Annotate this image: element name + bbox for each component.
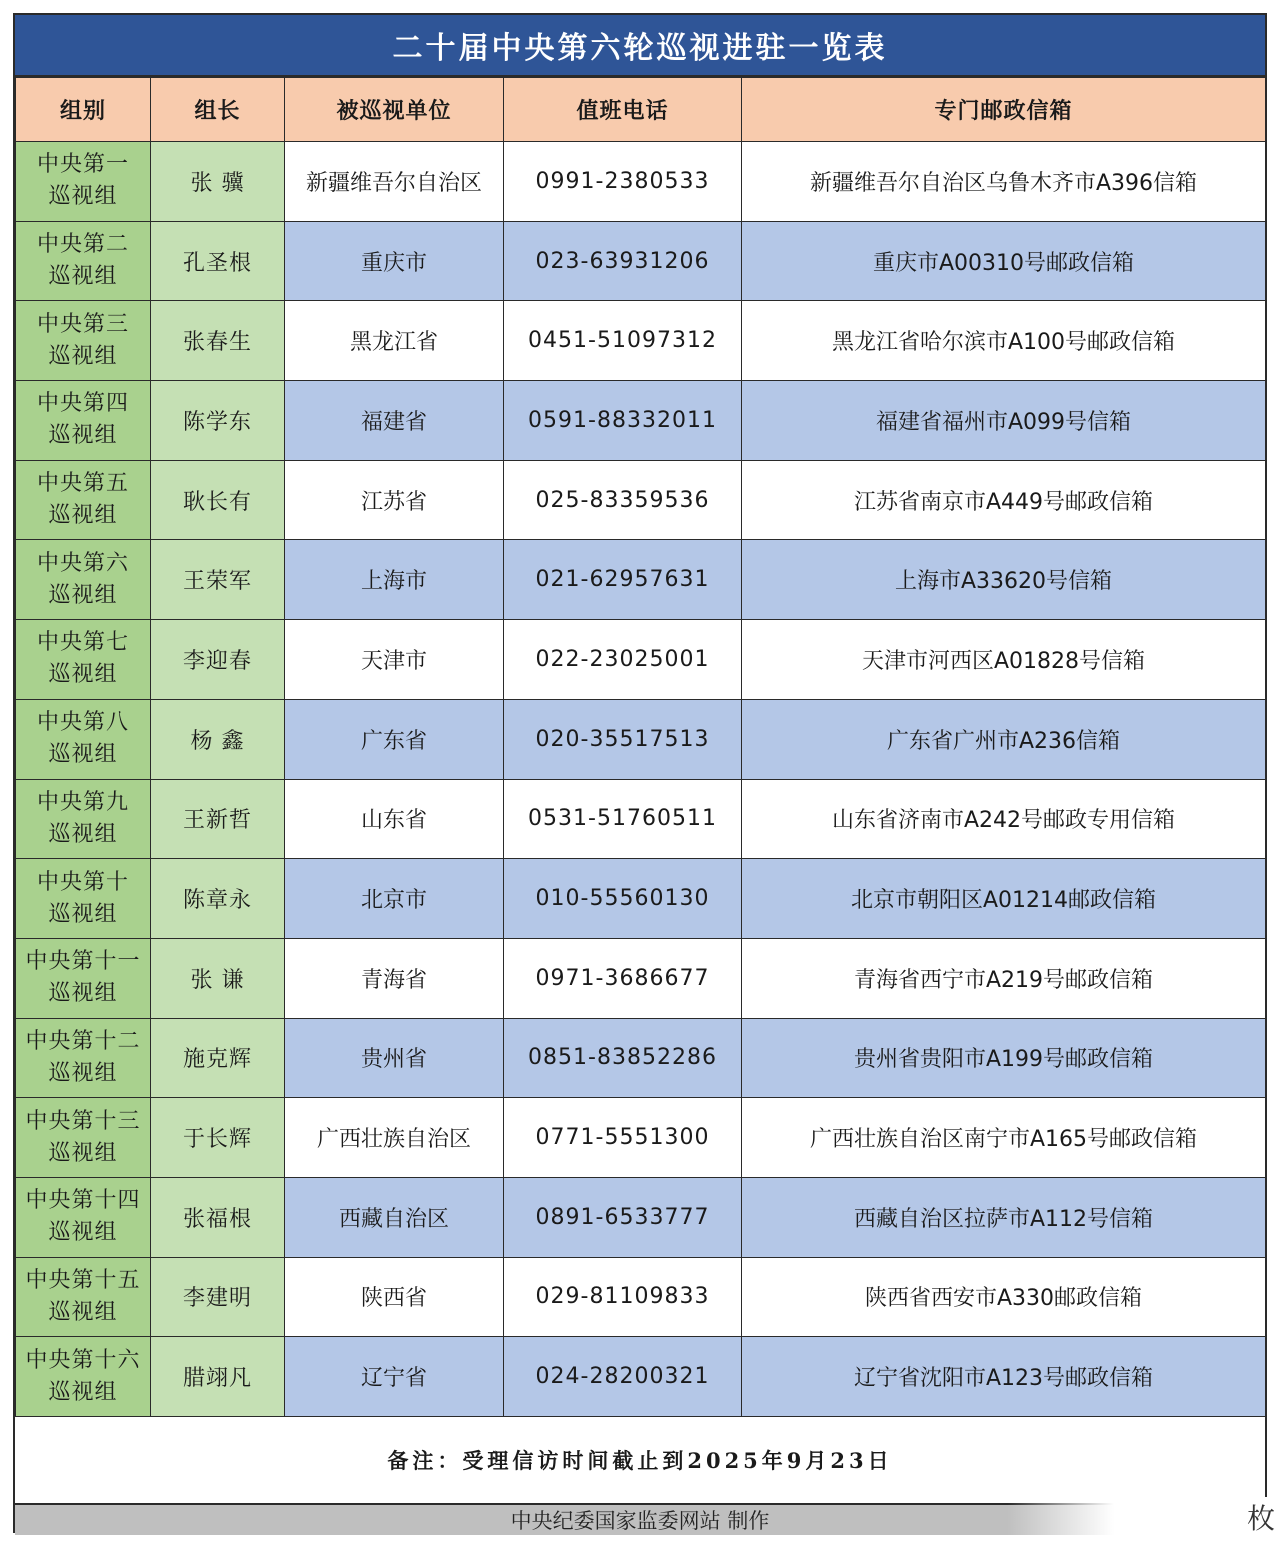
- table-row: [16, 938, 1266, 1018]
- unit-cell: 辽宁省: [285, 1337, 504, 1417]
- group-line: 巡视组: [48, 1220, 118, 1246]
- group-line: 巡视组: [48, 184, 118, 210]
- group-line: 巡视组: [48, 582, 118, 608]
- group-cell: [16, 699, 151, 779]
- table-row: [16, 142, 1266, 222]
- unit-cell: 广西壮族自治区: [285, 1098, 504, 1178]
- group-line: 巡视组: [48, 821, 118, 847]
- phone-cell: 029-81109833: [504, 1257, 742, 1337]
- phone-cell: 0851-83852286: [504, 1018, 742, 1098]
- header-phone: 值班电话: [504, 78, 742, 142]
- leader-cell: 王新哲: [151, 779, 285, 859]
- phone-cell: 0991-2380533: [504, 142, 742, 222]
- leader-cell: 耿长有: [151, 460, 285, 540]
- leader-cell: 腊翊凡: [151, 1337, 285, 1417]
- unit-cell: 北京市: [285, 859, 504, 939]
- leader-cell: 李建明: [151, 1257, 285, 1337]
- group-line: 中央第二: [36, 232, 129, 258]
- group-line: 中央第十二: [25, 1028, 141, 1054]
- note: 备注：受理信访时间截止到2025年9月23日: [15, 1417, 1265, 1505]
- unit-cell: 新疆维吾尔自治区: [285, 142, 504, 222]
- group-line: 中央第十六: [25, 1347, 141, 1373]
- group-line: 中央第十三: [25, 1108, 141, 1134]
- unit-cell: 重庆市: [285, 221, 504, 301]
- group-line: 中央第一: [36, 152, 129, 178]
- leader-cell: 李迎春: [151, 620, 285, 700]
- mailbox-cell: 贵州省贵阳市A199号邮政信箱: [742, 1018, 1266, 1098]
- unit-cell: 山东省: [285, 779, 504, 859]
- unit-cell: 黑龙江省: [285, 301, 504, 381]
- table-row: [16, 779, 1266, 859]
- phone-cell: 0451-51097312: [504, 301, 742, 381]
- footer-text: 中央纪委国家监委网站 制作: [510, 1509, 770, 1533]
- unit-cell: 福建省: [285, 381, 504, 461]
- group-line: 中央第十四: [25, 1188, 141, 1214]
- header-unit: 被巡视单位: [285, 78, 504, 142]
- unit-cell: 天津市: [285, 620, 504, 700]
- mailbox-cell: 广西壮族自治区南宁市A165号邮政信箱: [742, 1098, 1266, 1178]
- phone-cell: 025-83359536: [504, 460, 742, 540]
- group-line: 中央第八: [36, 710, 129, 736]
- mailbox-cell: 西藏自治区拉萨市A112号信箱: [742, 1177, 1266, 1257]
- mailbox-cell: 天津市河西区A01828号信箱: [742, 620, 1266, 700]
- leader-cell: 孔圣根: [151, 221, 285, 301]
- group-line: 巡视组: [48, 901, 118, 927]
- unit-cell: 西藏自治区: [285, 1177, 504, 1257]
- group-line: 巡视组: [48, 264, 118, 290]
- leader-cell: 陈学东: [151, 381, 285, 461]
- group-line: 巡视组: [48, 1140, 118, 1166]
- group-line: 中央第七: [36, 630, 129, 656]
- table-row: [16, 1177, 1266, 1257]
- group-cell: [16, 540, 151, 620]
- table-row: [16, 221, 1266, 301]
- phone-cell: 022-23025001: [504, 620, 742, 700]
- group-cell: [16, 1257, 151, 1337]
- mailbox-cell: 北京市朝阳区A01214邮政信箱: [742, 859, 1266, 939]
- unit-cell: 江苏省: [285, 460, 504, 540]
- group-line: 巡视组: [48, 742, 118, 768]
- leader-cell: 张 骥: [151, 142, 285, 222]
- phone-cell: 0591-88332011: [504, 381, 742, 461]
- table-row: [16, 1257, 1266, 1337]
- table-row: [16, 699, 1266, 779]
- unit-cell: 上海市: [285, 540, 504, 620]
- inspection-table-document: [13, 13, 1275, 1535]
- mailbox-cell: 福建省福州市A099号信箱: [742, 381, 1266, 461]
- group-line: 中央第五: [36, 471, 129, 497]
- watermark-text: 枚: [1007, 1497, 1275, 1537]
- group-line: 中央第六: [36, 550, 129, 576]
- mailbox-cell: 新疆维吾尔自治区乌鲁木齐市A396信箱: [742, 142, 1266, 222]
- leader-cell: 于长辉: [151, 1098, 285, 1178]
- phone-cell: 0891-6533777: [504, 1177, 742, 1257]
- phone-cell: 010-55560130: [504, 859, 742, 939]
- group-line: 中央第三: [36, 311, 129, 337]
- table-row: [16, 301, 1266, 381]
- group-cell: [16, 938, 151, 1018]
- group-cell: [16, 859, 151, 939]
- group-cell: [16, 460, 151, 540]
- leader-cell: 张福根: [151, 1177, 285, 1257]
- table-row: [16, 540, 1266, 620]
- group-line: 中央第十一: [25, 949, 141, 975]
- group-line: 巡视组: [48, 1299, 118, 1325]
- footer-credit: [15, 1502, 1275, 1535]
- group-line: 中央第十五: [25, 1267, 141, 1293]
- phone-cell: 0531-51760511: [504, 779, 742, 859]
- mailbox-cell: 辽宁省沈阳市A123号邮政信箱: [742, 1337, 1266, 1417]
- mailbox-cell: 陕西省西安市A330邮政信箱: [742, 1257, 1266, 1337]
- leader-cell: 张春生: [151, 301, 285, 381]
- group-cell: [16, 620, 151, 700]
- group-line: 巡视组: [48, 1379, 118, 1405]
- table-row: [16, 381, 1266, 461]
- unit-cell: 陕西省: [285, 1257, 504, 1337]
- group-cell: [16, 1177, 151, 1257]
- leader-cell: 杨 鑫: [151, 699, 285, 779]
- table-row: [16, 1337, 1266, 1417]
- group-cell: [16, 779, 151, 859]
- group-line: 中央第九: [36, 789, 129, 815]
- group-line: 巡视组: [48, 1060, 118, 1086]
- group-cell: [16, 1098, 151, 1178]
- phone-cell: 020-35517513: [504, 699, 742, 779]
- table-row: [16, 859, 1266, 939]
- phone-cell: 0771-5551300: [504, 1098, 742, 1178]
- header-row: [16, 78, 1266, 142]
- table-title: 二十届中央第六轮巡视进驻一览表: [15, 15, 1265, 77]
- mailbox-cell: 江苏省南京市A449号邮政信箱: [742, 460, 1266, 540]
- phone-cell: 0971-3686677: [504, 938, 742, 1018]
- group-line: 中央第十: [36, 869, 129, 895]
- group-cell: [16, 301, 151, 381]
- unit-cell: 贵州省: [285, 1018, 504, 1098]
- group-cell: [16, 381, 151, 461]
- unit-cell: 广东省: [285, 699, 504, 779]
- table-row: [16, 620, 1266, 700]
- group-line: 巡视组: [48, 503, 118, 529]
- leader-cell: 张 谦: [151, 938, 285, 1018]
- mailbox-cell: 上海市A33620号信箱: [742, 540, 1266, 620]
- mailbox-cell: 青海省西宁市A219号邮政信箱: [742, 938, 1266, 1018]
- table-row: [16, 1018, 1266, 1098]
- group-cell: [16, 221, 151, 301]
- phone-cell: 023-63931206: [504, 221, 742, 301]
- header-mailbox: 专门邮政信箱: [742, 78, 1266, 142]
- table-row: [16, 460, 1266, 540]
- group-cell: [16, 1337, 151, 1417]
- group-cell: [16, 142, 151, 222]
- group-cell: [16, 1018, 151, 1098]
- mailbox-cell: 重庆市A00310号邮政信箱: [742, 221, 1266, 301]
- leader-cell: 王荣军: [151, 540, 285, 620]
- group-line: 中央第四: [36, 391, 129, 417]
- mailbox-cell: 广东省广州市A236信箱: [742, 699, 1266, 779]
- unit-cell: 青海省: [285, 938, 504, 1018]
- phone-cell: 024-28200321: [504, 1337, 742, 1417]
- group-line: 巡视组: [48, 662, 118, 688]
- header-group: 组别: [16, 78, 151, 142]
- group-line: 巡视组: [48, 423, 118, 449]
- table-row: [16, 1098, 1266, 1178]
- mailbox-cell: 黑龙江省哈尔滨市A100号邮政信箱: [742, 301, 1266, 381]
- phone-cell: 021-62957631: [504, 540, 742, 620]
- group-line: 巡视组: [48, 981, 118, 1007]
- leader-cell: 陈章永: [151, 859, 285, 939]
- mailbox-cell: 山东省济南市A242号邮政专用信箱: [742, 779, 1266, 859]
- leader-cell: 施克辉: [151, 1018, 285, 1098]
- header-leader: 组长: [151, 78, 285, 142]
- inspection-table: [15, 77, 1266, 1417]
- group-line: 巡视组: [48, 343, 118, 369]
